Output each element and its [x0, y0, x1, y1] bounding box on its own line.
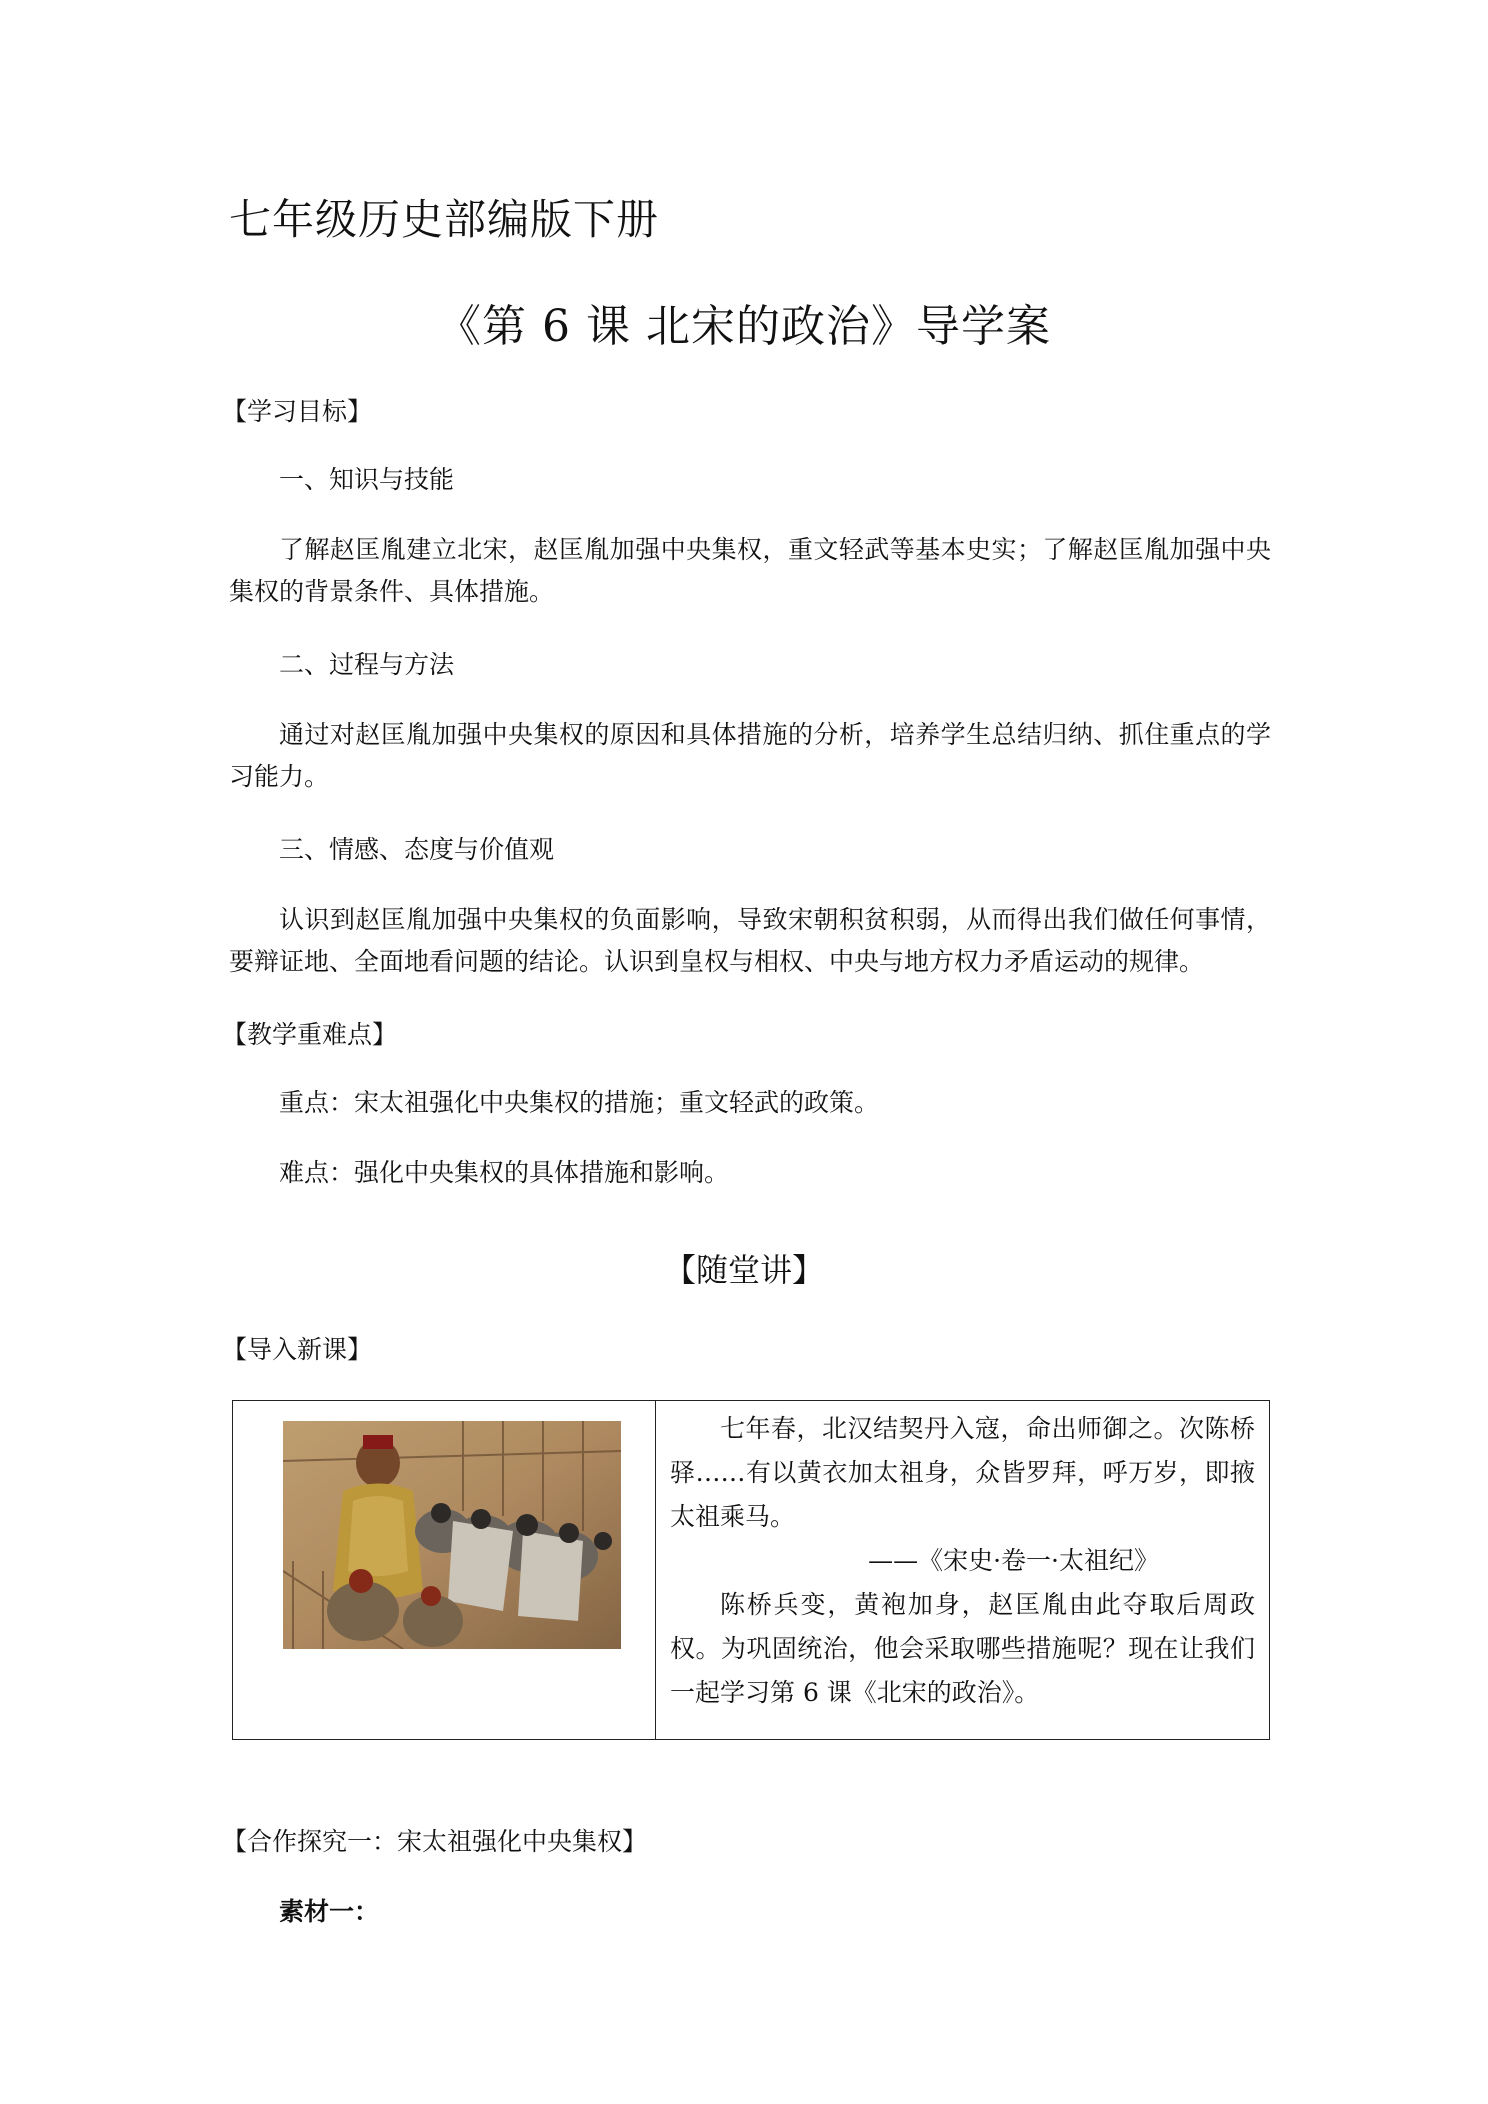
- history-quote: 七年春，北汉结契丹入寇，命出师御之。次陈桥驿……有以黄衣加太祖身，众皆罗拜，呼万岁，即掖太祖乘马。: [670, 1414, 1255, 1531]
- chenqiao-mutiny-painting: [283, 1421, 621, 1649]
- top-title: 七年级历史部编版下册: [229, 195, 660, 244]
- difficulty-text: 难点：强化中央集权的具体措施和影响。: [279, 1158, 730, 1187]
- intro-table: [232, 1400, 1270, 1740]
- intro-heading: 【导入新课】: [222, 1335, 373, 1364]
- class-talk-heading: 【随堂讲】: [663, 1251, 824, 1289]
- document-title: 《第 6 课 北宋的政治》导学案: [437, 301, 1051, 352]
- objectives-heading: 【学习目标】: [222, 397, 373, 426]
- quote-citation: ——《宋史·卷一·太祖纪》: [868, 1546, 1159, 1575]
- key-points-heading: 【教学重难点】: [222, 1020, 398, 1049]
- knowledge-title: 一、知识与技能: [279, 465, 455, 494]
- knowledge-text: 了解赵匡胤建立北宋，赵匡胤加强中央集权，重文轻武等基本史实；了解赵匡胤加强中央集权的背景条件、具体措施。: [229, 535, 1271, 606]
- painting-cell: [233, 1401, 656, 1739]
- process-title: 二、过程与方法: [279, 650, 455, 679]
- process-text: 通过对赵匡胤加强中央集权的原因和具体措施的分析，培养学生总结归纳、抓住重点的学习能力。: [229, 720, 1271, 791]
- emotion-text: 认识到赵匡胤加强中央集权的负面影响，导致宋朝积贫积弱，从而得出我们做任何事情，要辩证地、全面地看问题的结论。认识到皇权与相权、中央与地方权力矛盾运动的规律。: [229, 905, 1271, 976]
- inquiry-heading: 【合作探究一：宋太祖强化中央集权】: [222, 1827, 648, 1856]
- focus-text: 重点：宋太祖强化中央集权的措施；重文轻武的政策。: [279, 1088, 880, 1117]
- intro-description: 陈桥兵变，黄袍加身，赵匡胤由此夺取后周政权。为巩固统治，他会采取哪些措施呢？现在让我们一起学习第 6 课《北宋的政治》。: [670, 1590, 1255, 1707]
- material-label: 素材一：: [279, 1897, 380, 1926]
- intro-text-cell: [656, 1401, 1269, 1739]
- emotion-title: 三、情感、态度与价值观: [279, 835, 555, 864]
